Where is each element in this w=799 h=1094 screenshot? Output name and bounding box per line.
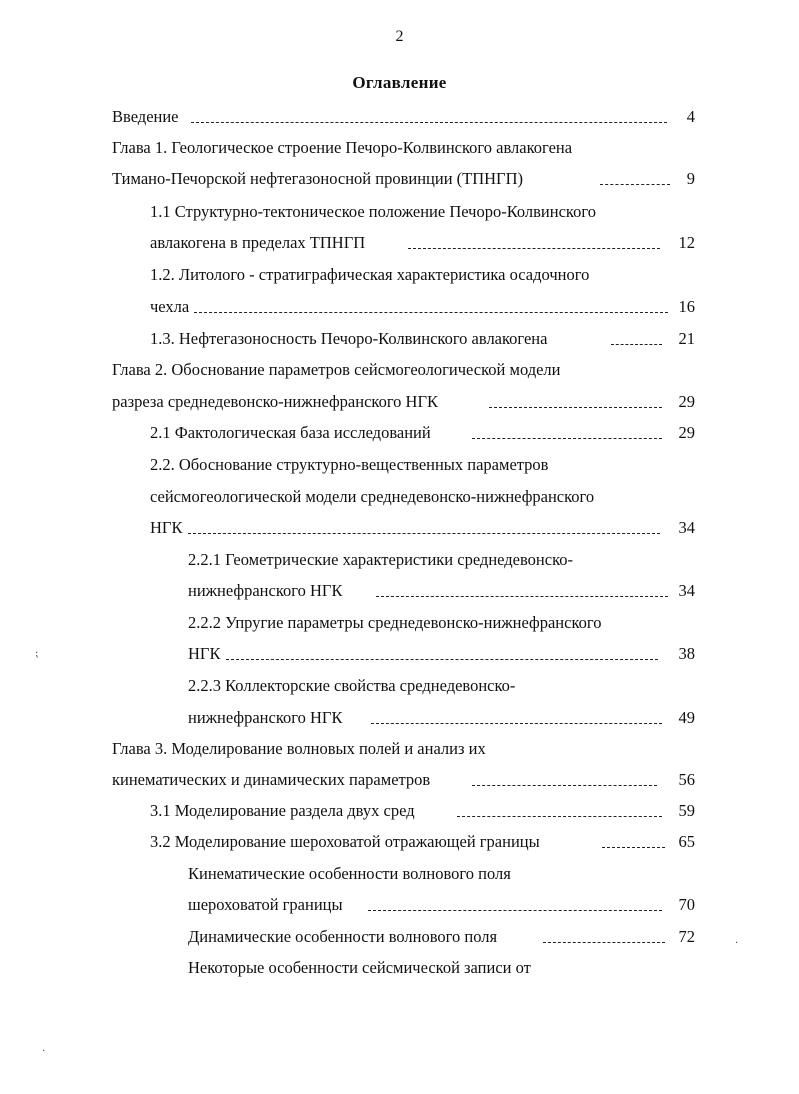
toc-entry-page: 21: [678, 329, 695, 348]
toc-entry: [150, 512, 695, 543]
toc-entry-text: НГК: [188, 644, 221, 663]
toc-entry-page: 9: [686, 169, 695, 188]
toc-entry-text: Глава 2. Обоснование параметров сейсмогеологической модели: [112, 360, 561, 379]
toc-entry-text: 3.1 Моделирование раздела двух сред: [150, 801, 415, 820]
dot-leader: [368, 889, 662, 911]
toc-entry-text: 1.3. Нефтегазоносность Печоро-Колвинского авлакогена: [150, 329, 548, 348]
toc-entry-page: 34: [678, 518, 695, 537]
toc-entry-page: 34: [678, 581, 695, 600]
toc-entry-text: шероховатой границы: [188, 895, 343, 914]
scan-speck: ⁏: [35, 648, 39, 659]
toc-entry-page: 4: [686, 107, 695, 126]
toc-entry-text: Введение: [112, 107, 179, 126]
toc-entry-text: Глава 1. Геологическое строение Печоро-Колвинского авлакогена: [112, 138, 573, 157]
toc-entry: [188, 575, 695, 606]
toc-entry-page: 70: [678, 895, 695, 914]
dot-leader: [472, 764, 657, 786]
toc-entry-text: 1.1 Структурно-тектоническое положение Печоро-Колвинского: [150, 202, 596, 221]
dot-leader: [489, 386, 662, 408]
toc-entry: [112, 733, 695, 764]
toc-entry: [112, 163, 695, 194]
toc-entry-text: Тимано-Печорской нефтегазоносной провинции (ТПНГП): [112, 169, 524, 188]
dot-leader: [376, 575, 668, 597]
toc-entry-text: 3.2 Моделирование шероховатой отражающей границы: [150, 832, 540, 851]
toc-entry: [150, 449, 695, 480]
dot-leader: [371, 702, 662, 724]
toc-entry: [150, 196, 695, 227]
dot-leader: [191, 101, 667, 123]
toc-entry: [112, 354, 695, 385]
toc-entry: [112, 386, 695, 417]
toc-entry: [150, 291, 695, 322]
toc-entry: [150, 259, 695, 290]
dot-leader: [543, 921, 665, 943]
toc-entry-text: 2.2. Обоснование структурно-вещественных параметров: [150, 455, 549, 474]
toc-entry-page: 29: [678, 392, 695, 411]
toc-entry-text: 2.2.1 Геометрические характеристики среднедевонско-: [188, 550, 573, 569]
toc-entry-text: Некоторые особенности сейсмической записи от: [188, 958, 531, 977]
dot-leader: [226, 638, 658, 660]
toc-title: Оглавление: [352, 73, 447, 92]
scan-speck: ·: [42, 1046, 46, 1057]
toc-entry-page: 29: [678, 423, 695, 442]
toc-entry: [188, 889, 695, 920]
dot-leader: [472, 417, 662, 439]
toc-entry-text: НГК: [150, 518, 183, 537]
dot-leader: [457, 795, 662, 817]
toc-entry-page: 65: [678, 832, 695, 851]
toc-entry-page: 16: [678, 297, 695, 316]
toc-entry-page: 12: [678, 233, 695, 252]
toc-entry-text: Глава 3. Моделирование волновых полей и анализ их: [112, 739, 486, 758]
toc-entry: [150, 826, 695, 857]
page-number: 2: [395, 28, 404, 45]
scan-speck: ·: [735, 938, 739, 949]
toc-entry: [112, 764, 695, 795]
toc-entry: [188, 670, 695, 701]
dot-leader: [188, 512, 660, 534]
dot-leader: [408, 227, 660, 249]
toc-entry: [188, 638, 695, 669]
toc-entry-page: 59: [678, 801, 695, 820]
toc-entry-page: 49: [678, 708, 695, 727]
toc-entry-text: 2.2.2 Упругие параметры среднедевонско-нижнефранского: [188, 613, 602, 632]
toc-entry: [112, 101, 695, 132]
toc-entry-text: нижнефранского НГК: [188, 581, 343, 600]
toc-entry-text: 2.2.3 Коллекторские свойства среднедевонско-: [188, 676, 516, 695]
toc-entry-text: сейсмогеологической модели среднедевонско-нижнефранского: [150, 487, 595, 506]
toc-entry: [188, 544, 695, 575]
toc-entry-text: 1.2. Литолого - стратиграфическая характеристика осадочного: [150, 265, 590, 284]
toc-entry-text: 2.1 Фактологическая база исследований: [150, 423, 431, 442]
toc-entry: [150, 323, 695, 354]
toc-entry: [188, 607, 695, 638]
toc-entry-text: чехла: [150, 297, 190, 316]
toc-entry-text: Кинематические особенности волнового поля: [188, 864, 511, 883]
dot-leader: [194, 291, 668, 313]
toc-entry: [150, 481, 695, 512]
toc-entry: [150, 795, 695, 826]
toc-entry-page: 38: [678, 644, 695, 663]
toc-entry-text: авлакогена в пределах ТПНГП: [150, 233, 366, 252]
toc-entry: [150, 417, 695, 448]
toc-entry: [188, 858, 695, 889]
toc-entry: [112, 132, 695, 163]
toc-entry: [150, 227, 695, 258]
toc-entry-text: разреза среднедевонско-нижнефранского НГК: [112, 392, 439, 411]
toc-entry: [188, 921, 695, 952]
toc-entry-text: кинематических и динамических параметров: [112, 770, 431, 789]
toc-entry-text: Динамические особенности волнового поля: [188, 927, 498, 946]
toc-entry: [188, 952, 695, 983]
toc-entry-page: 72: [678, 927, 695, 946]
toc-entry-page: 56: [678, 770, 695, 789]
toc-entry: [188, 702, 695, 733]
toc-entry-text: нижнефранского НГК: [188, 708, 343, 727]
